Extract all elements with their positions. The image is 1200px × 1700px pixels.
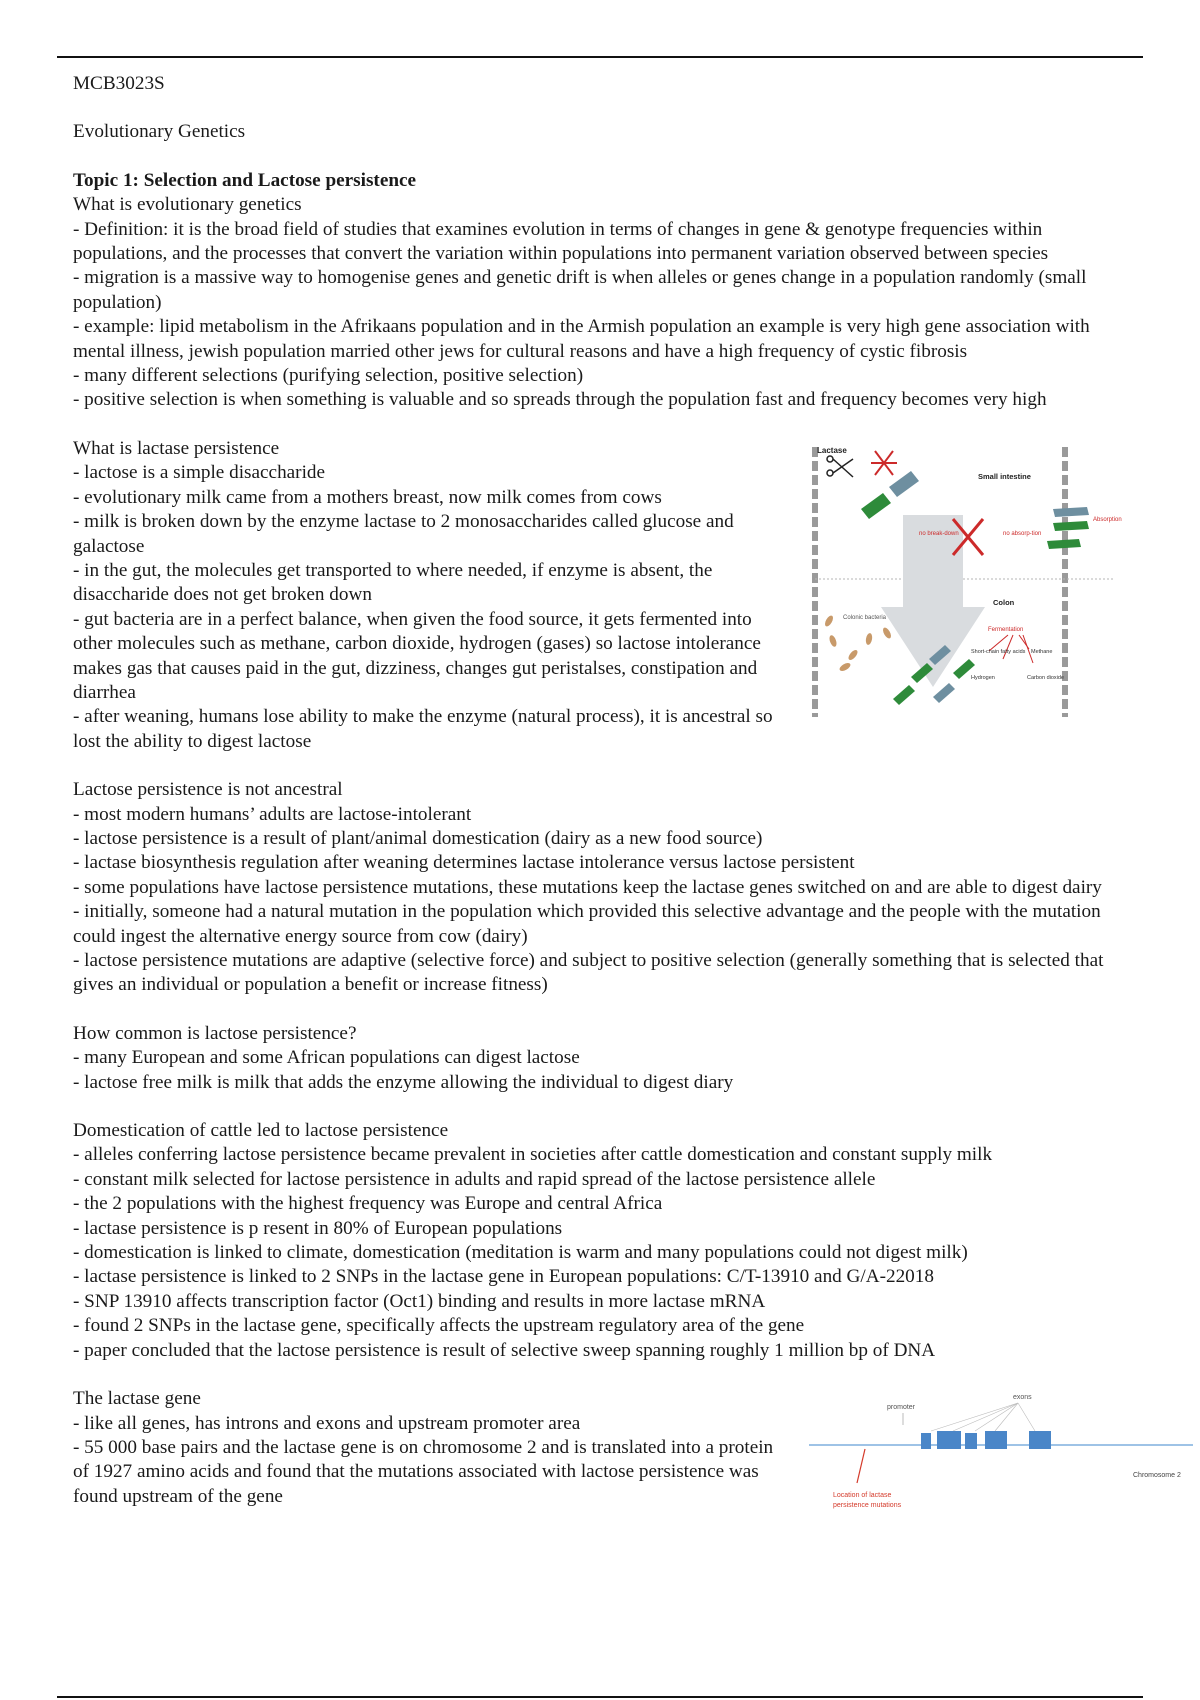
paragraph-line: - example: lipid metabolism in the Afrikaans population and in the Armish population an example is very high gene association with mental illness, jewish population married other jews for cultural reasons and have a high frequency of cystic fibrosis xyxy=(73,316,1090,362)
short-chain-label: Short-chain fatty acids xyxy=(971,648,1026,655)
paragraph-line: - migration is a massive way to homogenise genes and genetic drift is when alleles or genes change in a population randomly (small population) xyxy=(73,267,1087,313)
exon-box xyxy=(1029,1431,1051,1449)
document-page xyxy=(73,72,1181,1510)
lactose-digestion-diagram xyxy=(803,437,1199,727)
paragraph-line: - lactase persistence is p resent in 80% of European populations xyxy=(73,1217,563,1239)
exon-box xyxy=(985,1431,1007,1449)
mutation-location-label: Location of lactase xyxy=(833,1492,892,1500)
section-heading-evolutionary-genetics: What is evolutionary genetics xyxy=(73,194,302,216)
paragraph-line: - many European and some African populations can digest lactose xyxy=(73,1047,580,1069)
no-absorption-label: no absorp-tion xyxy=(1003,530,1042,537)
paragraph-line: - 55 000 base pairs and the lactase gene is on chromosome 2 and is translated into a protein of 1927 amino acids and found that the mutations associated with lactose persistence was found upstream of the gene xyxy=(73,1436,774,1507)
paragraph-line: - milk is broken down by the enzyme lactase to 2 monosaccharides called glucose and galactose xyxy=(73,511,734,557)
carbon-dioxide-label: Carbon dioxide xyxy=(1027,674,1064,681)
lactase-label: Lactase xyxy=(817,445,847,455)
paragraph-line: - SNP 13910 affects transcription factor (Oct1) binding and results in more lactase mRNA xyxy=(73,1290,766,1312)
paragraph-line: - positive selection is when something is valuable and so spreads through the population fast and frequency becomes very high xyxy=(73,389,1047,411)
fermentation-label: Fermentation xyxy=(988,626,1024,633)
paragraph-line: - some populations have lactose persistence mutations, these mutations keep the lactase genes switched on and are able to digest dairy xyxy=(73,876,1102,898)
paragraph-line: - initially, someone had a natural mutation in the population which provided this selective advantage and the people with the mutation could ingest the alternative energy source from cow (dairy) xyxy=(73,901,1101,947)
section-heading-how-common: How common is lactose persistence? xyxy=(73,1022,357,1044)
paragraph-line: - alleles conferring lactose persistence became prevalent in societies after cattle domestication and constant supply milk xyxy=(73,1144,993,1166)
lactase-persistence-block xyxy=(73,437,1138,754)
paragraph-line: - many different selections (purifying selection, positive selection) xyxy=(73,365,584,387)
paragraph-line: - most modern humans’ adults are lactose-intolerant xyxy=(73,803,472,825)
no-breakdown-label: no break-down xyxy=(919,530,959,537)
section-heading-not-ancestral: Lactose persistence is not ancestral xyxy=(73,779,343,801)
lactase-gene-diagram xyxy=(803,1391,1199,1526)
paragraph-line: - lactose is a simple disaccharide xyxy=(73,462,326,484)
section-heading-lactase-persistence: What is lactase persistence xyxy=(73,437,280,459)
paragraph-line: - gut bacteria are in a perfect balance, when given the food source, it gets fermented into other molecules such as methane, carbon dioxide, hydrogen (gases) so lactose intolerance makes gas that causes paid in the gut, dizziness, changes gut peristalses, constipation and diarrhea xyxy=(73,608,761,703)
paragraph-line: - after weaning, humans lose ability to make the enzyme (natural process), it is ancestral so lost the ability to digest lactose xyxy=(73,706,773,752)
exon-box xyxy=(921,1433,931,1449)
hydrogen-label: Hydrogen xyxy=(971,674,995,681)
chromosome-label: Chromosome 2 xyxy=(1133,1472,1181,1480)
small-intestine-label: Small intestine xyxy=(978,471,1031,481)
colon-label: Colon xyxy=(993,597,1015,607)
paragraph-line: - lactose persistence is a result of plant/animal domestication (dairy as a new food source) xyxy=(73,827,763,849)
paragraph-line: - found 2 SNPs in the lactase gene, specifically affects the upstream regulatory area of the gene xyxy=(73,1315,805,1337)
topic-title: Topic 1: Selection and Lactose persistence xyxy=(73,169,417,191)
promoter-label: promoter xyxy=(887,1404,916,1412)
paragraph-line: - the 2 populations with the highest frequency was Europe and central Africa xyxy=(73,1193,663,1215)
section-heading-lactase-gene: The lactase gene xyxy=(73,1388,201,1410)
paragraph-line: - paper concluded that the lactose persistence is result of selective sweep spanning roughly 1 million bp of DNA xyxy=(73,1339,936,1361)
mutation-location-label: persistence mutations xyxy=(833,1502,902,1510)
paragraph-line: - Definition: it is the broad field of studies that examines evolution in terms of changes in gene & genotype frequencies within populations, and the processes that convert the variation within populations into permanent variation observed between species xyxy=(73,218,1049,265)
absorption-label: Absorption xyxy=(1093,516,1122,523)
section-heading-domestication: Domestication of cattle led to lactose persistence xyxy=(73,1120,449,1142)
paragraph-line: - lactose persistence mutations are adaptive (selective force) and subject to positive selection (generally something that is selected that gives an individual or population a benefit or increase fitness) xyxy=(73,950,1104,996)
paragraph-line: - domestication is linked to climate, domestication (meditation is warm and many populations could not digest milk) xyxy=(73,1242,968,1264)
paragraph-line: - lactase persistence is linked to 2 SNPs in the lactase gene in European populations: C/T-13910 and G/A-22018 xyxy=(73,1266,934,1288)
methane-label: Methane xyxy=(1031,648,1053,655)
paragraph-line: - constant milk selected for lactose persistence in adults and rapid spread of the lactose persistence allele xyxy=(73,1168,876,1190)
colonic-bacteria-label: Colonic bacteria xyxy=(843,614,887,621)
exons-label: exons xyxy=(1013,1394,1032,1402)
top-rule xyxy=(57,56,1143,58)
exon-box xyxy=(937,1431,961,1449)
course-title: Evolutionary Genetics xyxy=(73,121,246,143)
bottom-rule xyxy=(57,1696,1143,1698)
paragraph-line: - lactose free milk is milk that adds the enzyme allowing the individual to digest diary xyxy=(73,1071,734,1093)
lactase-gene-block xyxy=(73,1387,1181,1510)
exon-box xyxy=(965,1433,977,1449)
paragraph-line: - like all genes, has introns and exons and upstream promoter area xyxy=(73,1412,581,1434)
paragraph-line: - in the gut, the molecules get transported to where needed, if enzyme is absent, the disaccharide does not get broken down xyxy=(73,559,713,606)
paragraph-line: - evolutionary milk came from a mothers breast, now milk comes from cows xyxy=(73,486,662,508)
paragraph-line: - lactase biosynthesis regulation after weaning determines lactase intolerance versus lactose persistent xyxy=(73,852,855,874)
course-code: MCB3023S xyxy=(73,73,165,94)
